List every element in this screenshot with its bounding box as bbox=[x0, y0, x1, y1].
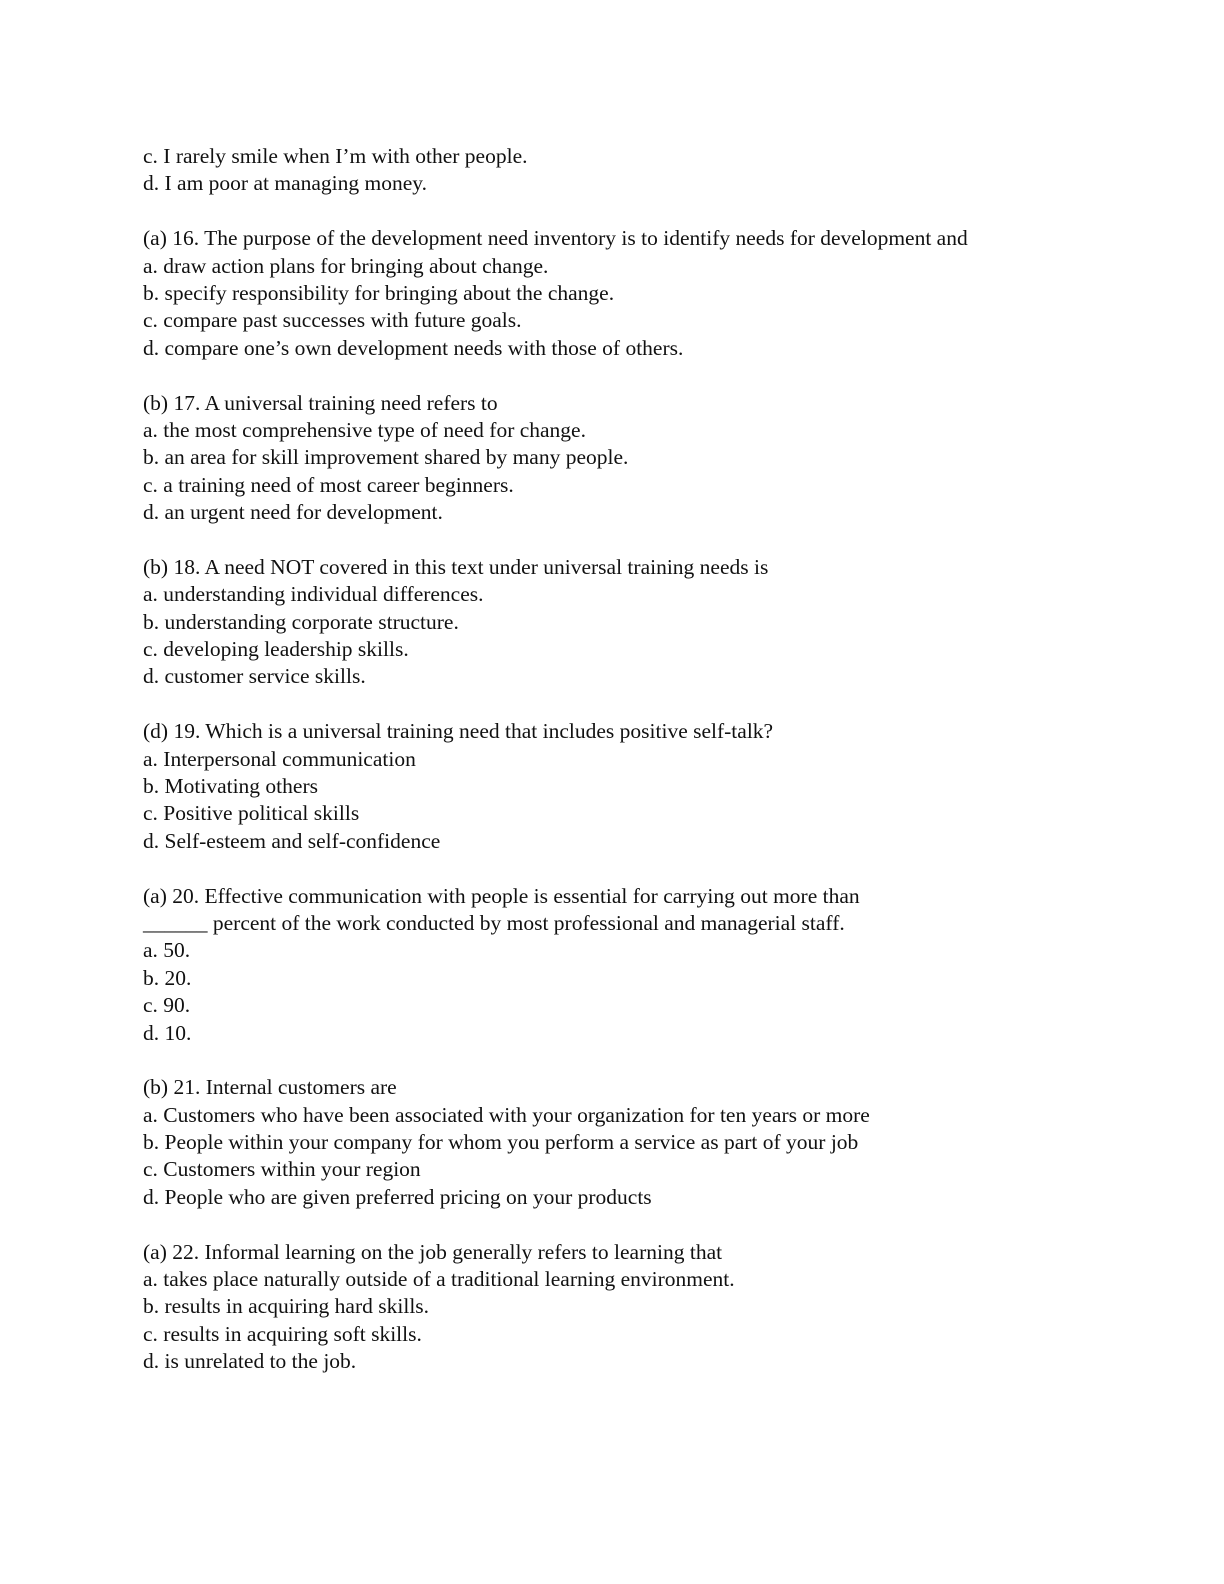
option-line: a. 50. bbox=[143, 938, 191, 963]
question-stem: (b) 18. A need NOT covered in this text under universal training needs is bbox=[143, 554, 769, 579]
option-line: c. results in acquiring soft skills. bbox=[143, 1321, 422, 1346]
question-block bbox=[143, 390, 1103, 527]
option-line: a. the most comprehensive type of need for change. bbox=[143, 417, 586, 442]
option-line: a. draw action plans for bringing about change. bbox=[143, 253, 549, 278]
question-block bbox=[143, 225, 1103, 362]
question-block bbox=[143, 883, 1103, 1047]
option-line: d. I am poor at managing money. bbox=[143, 171, 428, 196]
option-line: b. Motivating others bbox=[143, 773, 318, 798]
option-line: c. Positive political skills bbox=[143, 801, 360, 826]
question-stem: (b) 17. A universal training need refers to bbox=[143, 390, 498, 415]
question-block bbox=[143, 1239, 1103, 1376]
question-stem: (b) 21. Internal customers are bbox=[143, 1075, 397, 1100]
option-line: b. People within your company for whom you perform a service as part of your job bbox=[143, 1130, 859, 1155]
option-line: a. Customers who have been associated with your organization for ten years or more bbox=[143, 1102, 870, 1127]
option-line: d. an urgent need for development. bbox=[143, 500, 443, 525]
question-stem: (a) 16. The purpose of the development need inventory is to identify needs for development and bbox=[143, 226, 968, 251]
option-line: d. compare one’s own development needs with those of others. bbox=[143, 335, 684, 360]
question-stem: (a) 20. Effective communication with people is essential for carrying out more than bbox=[143, 883, 860, 908]
option-line: c. developing leadership skills. bbox=[143, 637, 409, 662]
question-list bbox=[143, 143, 1103, 1376]
question-stem: (d) 19. Which is a universal training need that includes positive self-talk? bbox=[143, 719, 774, 744]
option-line: c. 90. bbox=[143, 993, 191, 1018]
option-line: a. Interpersonal communication bbox=[143, 746, 416, 771]
option-line: a. takes place naturally outside of a traditional learning environment. bbox=[143, 1267, 735, 1292]
option-line: c. Customers within your region bbox=[143, 1157, 421, 1182]
option-line: c. I rarely smile when I’m with other people. bbox=[143, 144, 528, 168]
option-line: d. is unrelated to the job. bbox=[143, 1349, 357, 1374]
option-line: b. understanding corporate structure. bbox=[143, 609, 459, 634]
carryover-options bbox=[143, 143, 1103, 198]
option-line: d. 10. bbox=[143, 1020, 192, 1045]
option-line: d. Self-esteem and self-confidence bbox=[143, 828, 441, 853]
option-line: a. understanding individual differences. bbox=[143, 582, 484, 607]
question-stem: (a) 22. Informal learning on the job generally refers to learning that bbox=[143, 1239, 723, 1264]
question-block bbox=[143, 1074, 1103, 1211]
option-line: d. People who are given preferred pricing on your products bbox=[143, 1184, 652, 1209]
option-line: c. compare past successes with future goals. bbox=[143, 308, 522, 333]
question-block bbox=[143, 554, 1103, 691]
option-line: c. a training need of most career beginners. bbox=[143, 472, 514, 497]
question-block bbox=[143, 718, 1103, 855]
option-line: b. an area for skill improvement shared by many people. bbox=[143, 445, 629, 470]
option-line: b. 20. bbox=[143, 965, 192, 990]
option-line: d. customer service skills. bbox=[143, 664, 366, 689]
option-line: b. results in acquiring hard skills. bbox=[143, 1294, 430, 1319]
option-line: b. specify responsibility for bringing about the change. bbox=[143, 280, 615, 305]
question-stem: ______ percent of the work conducted by most professional and managerial staff. bbox=[143, 910, 845, 935]
